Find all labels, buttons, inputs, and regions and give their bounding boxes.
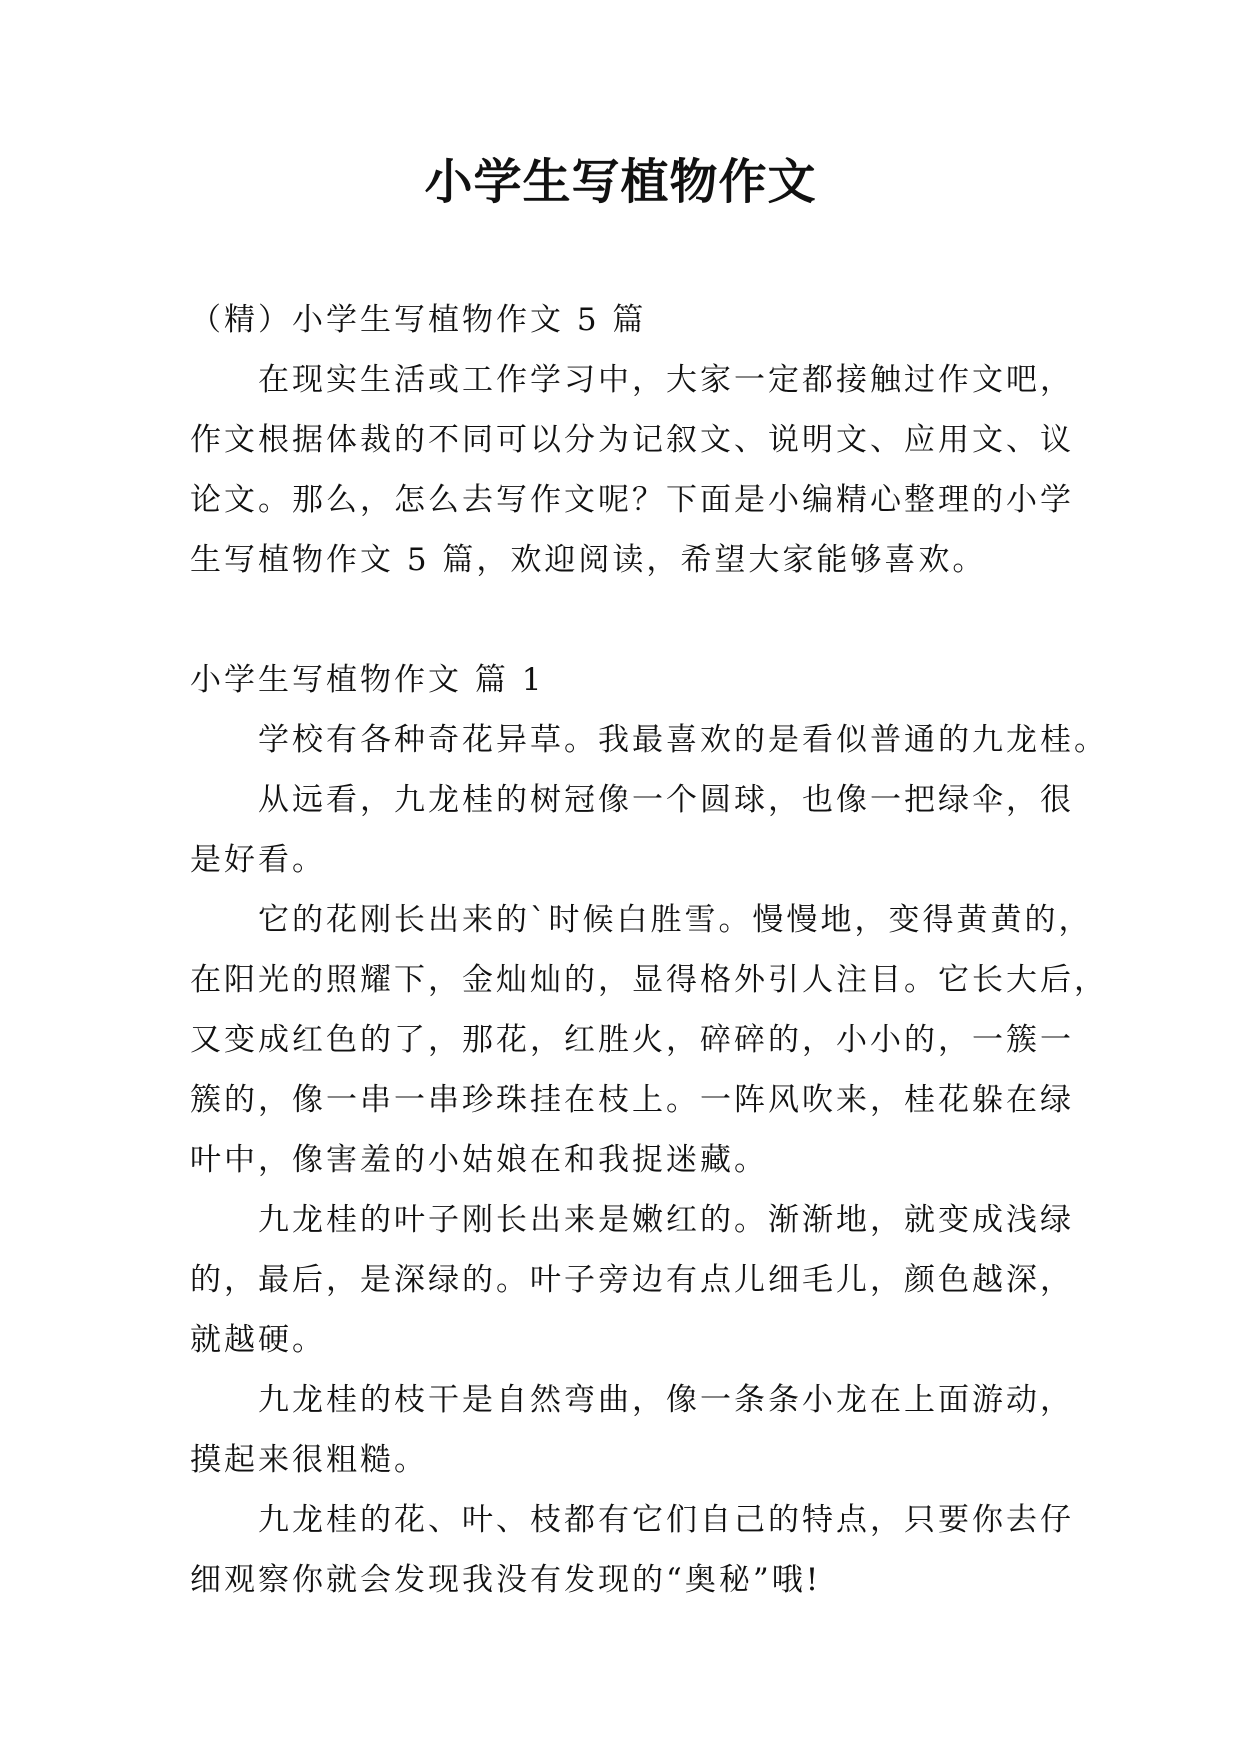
paragraph-line: 的，最后，是深绿的。叶子旁边有点儿细毛儿，颜色越深， [190,1262,1074,1298]
paragraph-line: 它的花刚长出来的`时候白胜雪。慢慢地，变得黄黄的， [258,902,1093,938]
intro-paragraph [190,350,1074,590]
paragraph-6 [190,1490,1074,1610]
document-title: 小学生写植物作文 [424,154,817,210]
paragraph-line: 九龙桂的叶子刚长出来是嫩红的。渐渐地，就变成浅绿 [258,1202,1074,1238]
paragraph-spacer [190,590,1070,650]
paragraph-4 [190,1190,1074,1370]
document-body [190,290,1108,1610]
intro-line: 生写植物作文 5 篇，欢迎阅读，希望大家能够喜欢。 [190,542,987,578]
paragraph-1 [190,710,1108,770]
paragraph-line: 就越硬。 [190,1322,326,1358]
paragraph-line: 摸起来很粗糙。 [190,1442,428,1478]
paragraph-line: 九龙桂的枝干是自然弯曲，像一条条小龙在上面游动， [258,1382,1074,1418]
paragraph-line: 从远看，九龙桂的树冠像一个圆球，也像一把绿伞，很 [258,782,1074,818]
paragraph-line: 簇的，像一串一串珍珠挂在枝上。一阵风吹来，桂花躲在绿 [190,1082,1074,1118]
paragraph-line: 学校有各种奇花异草。我最喜欢的是看似普通的九龙桂。 [258,722,1108,758]
paragraph-5 [190,1370,1074,1490]
paragraph-line: 是好看。 [190,842,326,878]
paragraph-2 [190,770,1074,890]
section-heading: 小学生写植物作文 篇 1 [190,662,545,698]
paragraph-line: 又变成红色的了，那花，红胜火，碎碎的，小小的，一簇一 [190,1022,1074,1058]
intro-line: 作文根据体裁的不同可以分为记叙文、说明文、应用文、议 [190,422,1074,458]
paragraph-line: 九龙桂的花、叶、枝都有它们自己的特点，只要你去仔 [258,1502,1074,1538]
intro-line: 在现实生活或工作学习中，大家一定都接触过作文吧， [258,362,1074,398]
paragraph-line: 在阳光的照耀下，金灿灿的，显得格外引人注目。它长大后， [190,962,1108,998]
paragraph-3 [190,890,1108,1190]
document-subtitle: （精）小学生写植物作文 5 篇 [190,302,647,338]
paragraph-line: 叶中，像害羞的小姑娘在和我捉迷藏。 [190,1142,768,1178]
paragraph-line: 细观察你就会发现我没有发现的“奥秘”哦! [190,1562,822,1598]
intro-line: 论文。那么，怎么去写作文呢？下面是小编精心整理的小学 [190,482,1074,518]
